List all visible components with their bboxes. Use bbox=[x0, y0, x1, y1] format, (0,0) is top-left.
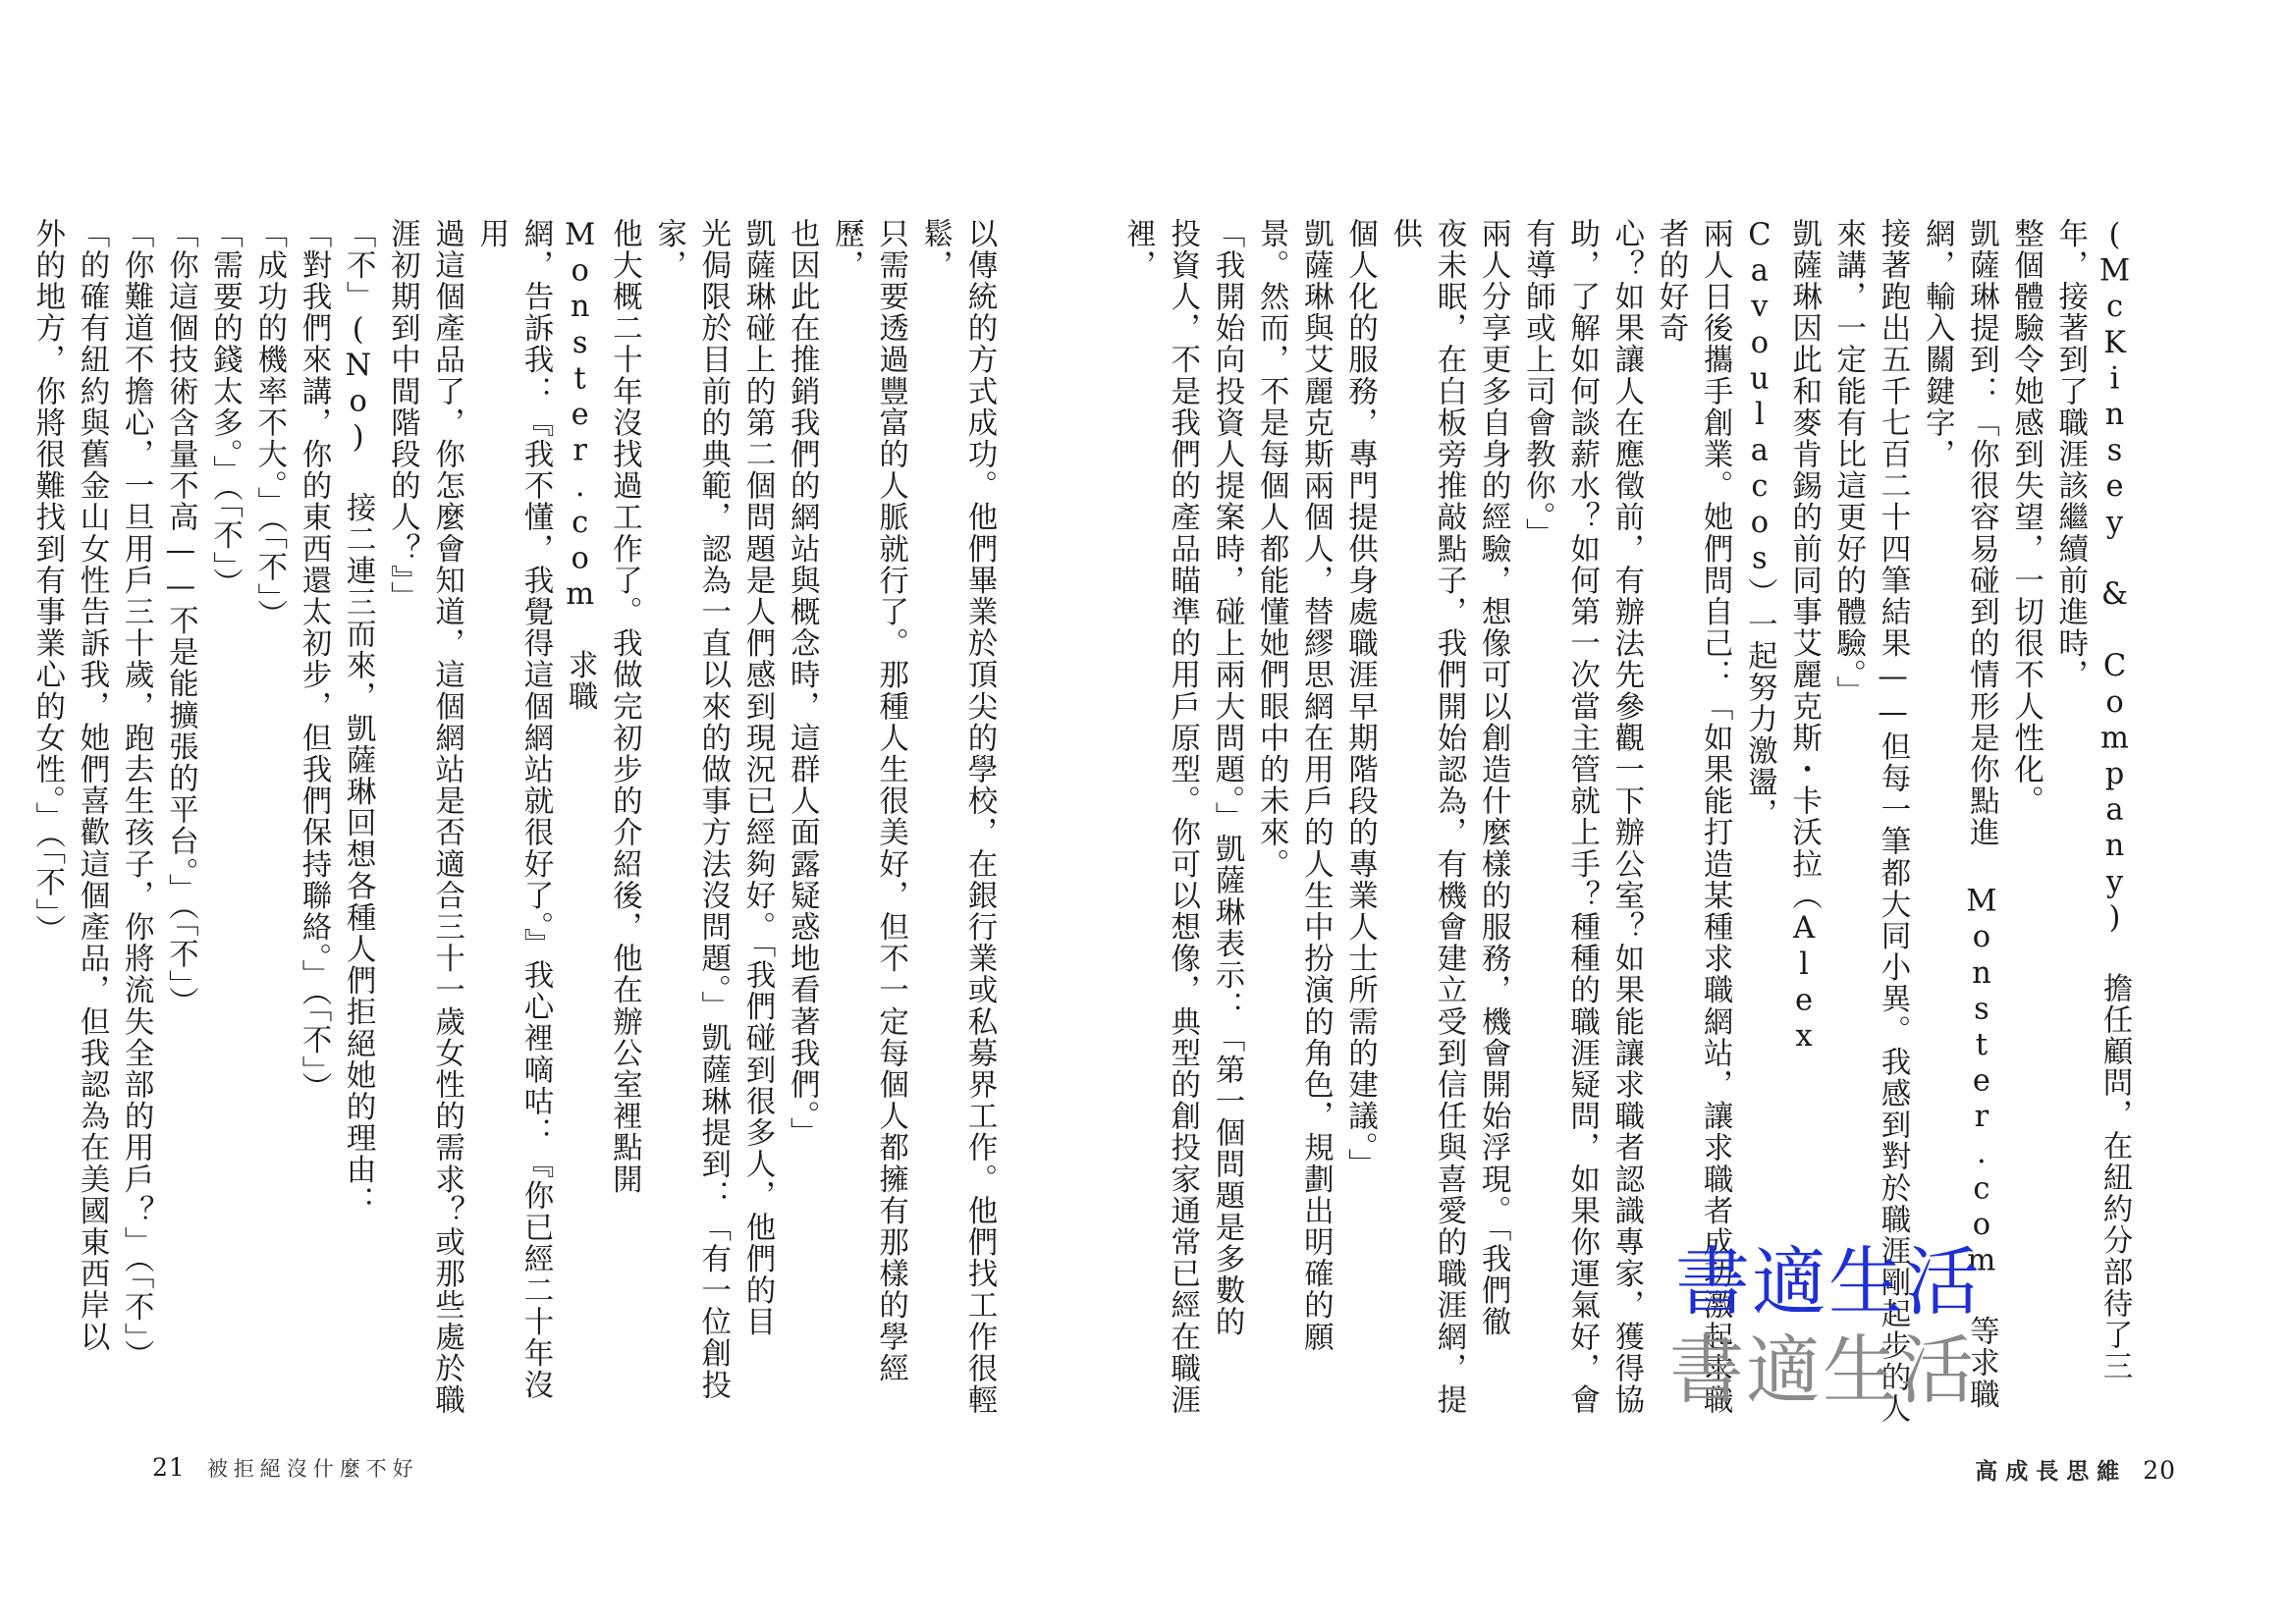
left-col-01: 以傳統的方式成功。他們畢業於頂尖的學校，在銀行業或私募界工作。他們找工作很輕鬆， bbox=[917, 218, 997, 1416]
left-col-08: 過這個產品了，你怎麼會知道，這個網站是否適合三十一歲女性的需求？或那些處於職 bbox=[429, 218, 464, 1416]
left-col-14: 「你這個技術含量不高——不是能擴張的平台。」（「不」） bbox=[163, 218, 198, 1018]
left-page bbox=[0, 0, 1144, 1624]
right-col-13: 個人化的服務，專門提供身處職涯早期階段的專業人士所需的建議。」 bbox=[1342, 218, 1378, 1180]
left-col-03: 也因此在推銷我們的網站與概念時，這群人面露疑惑地看著我們。」 bbox=[785, 218, 820, 1149]
left-col-06: 他大概二十年沒找過工作了。我做完初步的介紹後，他在辦公室裡點開 Monster.com 求職 bbox=[563, 218, 642, 1196]
right-col-10: 有導師或上司會教你。」 bbox=[1520, 218, 1555, 550]
right-col-05: 來講，一定能有比這更好的體驗。」 bbox=[1830, 218, 1866, 708]
right-page-body bbox=[1120, 218, 2137, 1426]
left-col-15: 「你難道不擔心，一旦用戶三十歲，跑去生孩子，你將流失全部的用戶？」（「不」） bbox=[119, 218, 154, 1372]
right-col-04: 接著跑出五千七百二十四筆結果——但每一筆都大同小異。我感到對於職涯剛起步的人 bbox=[1875, 218, 1910, 1425]
left-col-02: 只需要透過豐富的人脈就行了。那種人生很美好，但不一定每個人都擁有那樣的學經歷， bbox=[829, 218, 908, 1384]
left-col-04: 凱薩琳碰上的第二個問題是人們感到現況已經夠好。「我們碰到很多人，他們的目 bbox=[739, 218, 775, 1338]
left-col-13: 「需要的錢太多。」（「不」） bbox=[207, 218, 243, 600]
right-running-title: 高成長思維 bbox=[1975, 1459, 2128, 1485]
right-col-12: 夜未眠，在白板旁推敲點子，我們開始認為，有機會建立受到信任與喜愛的職涯網，提供 bbox=[1387, 218, 1466, 1416]
right-page bbox=[1120, 0, 2289, 1624]
left-col-17: 外的地方，你將很難找到有事業心的女性。」（「不」） bbox=[29, 218, 65, 947]
watermark-blue-text: 書適生活 bbox=[1675, 1238, 1982, 1326]
right-col-02: 整個體驗令她感到失望，一切很不人性化。 bbox=[2008, 218, 2044, 817]
left-col-12: 「成功的機率不大。」（「不」） bbox=[251, 218, 287, 631]
right-col-06: 凱薩琳因此和麥肯錫的前同事艾麗克斯・卡沃拉（Alex Cavoulacos）一起努力激盪， bbox=[1742, 218, 1822, 1056]
right-col-14: 凱薩琳與艾麗克斯兩個人，替繆思網在用戶的人生中扮演的角色，規劃出明確的願 bbox=[1298, 218, 1334, 1353]
left-col-09: 涯初期到中間階段的人？』」 bbox=[385, 218, 420, 614]
left-col-16: 「的確有紐約與舊金山女性告訴我，她們喜歡這個產品，但我認為在美國東西岸以 bbox=[74, 218, 109, 1353]
right-col-08: 心？如果讓人在應徵前，有辦法先參觀一下辦公室？如果能讓求職者認識專家，獲得協 bbox=[1608, 218, 1644, 1416]
left-col-07: 網，告訴我：『我不懂，我覺得這個網站就很好了。』我心裡嘀咕：『你已經二十年沒用 bbox=[473, 218, 553, 1401]
right-col-17: 投資人，不是我們的產品瞄準的用戶原型。你可以想像，典型的創投家通常已經在職涯裡， bbox=[1120, 218, 1200, 1416]
right-col-07: 兩人日後攜手創業。她們問自己：「如果能打造某種求職網站，讓求職者成功激起求職者的好奇 bbox=[1653, 218, 1733, 1416]
left-page-number: 21 bbox=[152, 1453, 186, 1482]
right-col-16: 「我開始向投資人提案時，碰上兩大問題。」凱薩琳表示：「第一個問題是多數的 bbox=[1209, 218, 1244, 1338]
right-col-03: 凱薩琳提到：「你很容易碰到的情形是你點進 Monster.com 等求職網，輸入關鍵字， bbox=[1920, 218, 1999, 1411]
right-col-09: 助，了解如何談薪水？如何第一次當主管就上手？種種的職涯疑問，如果你運氣好，會 bbox=[1564, 218, 1600, 1416]
left-running-title: 被拒絕沒什麼不好 bbox=[206, 1457, 419, 1481]
left-col-05: 光侷限於目前的典範，認為一直以來的做事方法沒問題。」凱薩琳提到：「有一位創投家， bbox=[651, 218, 731, 1401]
right-page-footer bbox=[1975, 1453, 2176, 1486]
left-page-body bbox=[29, 218, 1002, 1426]
left-col-11: 「對我們來講，你的東西還太初步，但我們保持聯絡。」（「不」） bbox=[296, 218, 331, 1104]
right-col-01: (McKinsey & Company) 擔任顧問，在紐約分部待了三年，接著到了職涯該繼續前進時， bbox=[2052, 218, 2132, 1382]
right-col-15: 景。然而，不是每個人都能懂她們眼中的未來。 bbox=[1254, 218, 1289, 881]
left-col-10: 「不」(No) 接二連三而來，凱薩琳回想各種人們拒絕她的理由： bbox=[341, 218, 376, 1218]
watermark-gray-text: 書適生活 bbox=[1669, 1326, 1976, 1414]
right-page-number: 20 bbox=[2143, 1456, 2176, 1485]
left-page-footer bbox=[152, 1453, 419, 1483]
right-col-11: 兩人分享更多自身的經驗，想像可以創造什麼樣的服務，機會開始浮現。「我們徹 bbox=[1476, 218, 1511, 1338]
